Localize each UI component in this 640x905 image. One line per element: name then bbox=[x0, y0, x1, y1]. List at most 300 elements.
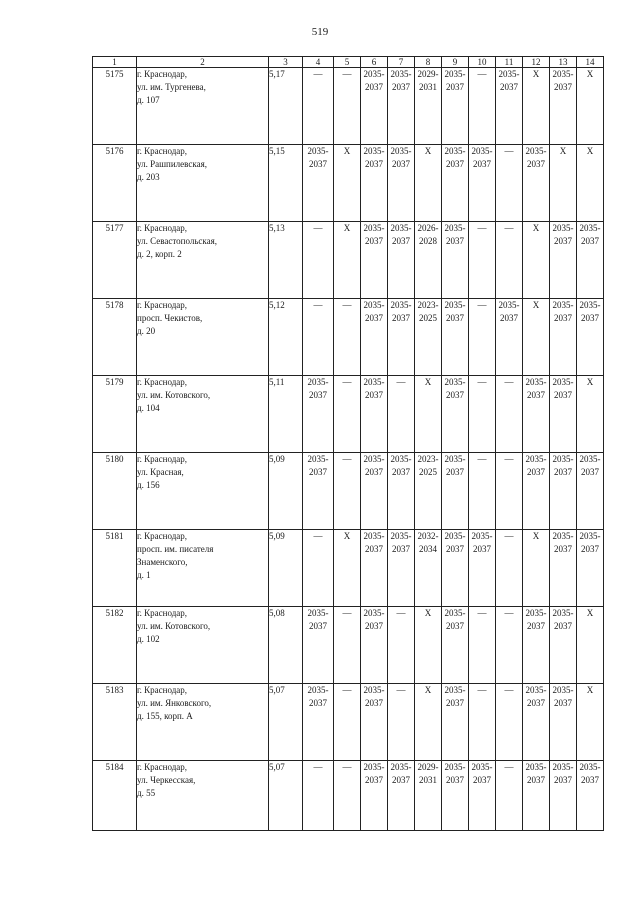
column-header: 5 bbox=[334, 57, 361, 68]
period-text: 2035- bbox=[579, 762, 601, 772]
area-cell: 5,07 bbox=[269, 684, 303, 761]
address-line: ул. Красная, bbox=[137, 467, 184, 477]
period-text: 2037 bbox=[446, 467, 464, 477]
period-text: 2035- bbox=[307, 377, 329, 387]
period-cell bbox=[523, 145, 550, 222]
period-text: 2035- bbox=[471, 531, 493, 541]
period-cell bbox=[577, 530, 604, 607]
period-text: 2037 bbox=[392, 775, 410, 785]
period-text: 2035- bbox=[552, 454, 574, 464]
period-cell bbox=[361, 299, 388, 376]
address-line: д. 2, корп. 2 bbox=[137, 249, 182, 259]
period-cell bbox=[415, 68, 442, 145]
period-text: 2035- bbox=[444, 685, 466, 695]
column-header: 13 bbox=[550, 57, 577, 68]
address-line: ул. им. Котовского, bbox=[137, 621, 211, 631]
period-text: 2037 bbox=[392, 159, 410, 169]
period-text: 2035- bbox=[552, 69, 574, 79]
period-cell bbox=[550, 145, 577, 222]
area-cell: 5,15 bbox=[269, 145, 303, 222]
period-text: — bbox=[504, 531, 514, 541]
period-text: — bbox=[477, 454, 487, 464]
period-text: 2035- bbox=[363, 300, 385, 310]
period-cell bbox=[469, 222, 496, 299]
period-cell bbox=[577, 145, 604, 222]
period-text: 2035- bbox=[579, 454, 601, 464]
period-cell bbox=[523, 453, 550, 530]
period-cell bbox=[388, 607, 415, 684]
period-cell bbox=[550, 684, 577, 761]
period-text: 2035- bbox=[498, 300, 520, 310]
period-cell bbox=[303, 761, 334, 831]
address-line: д. 55 bbox=[137, 788, 156, 798]
period-cell bbox=[550, 299, 577, 376]
area-cell: 5,12 bbox=[269, 299, 303, 376]
period-text: 2035- bbox=[552, 685, 574, 695]
period-text: 2025 bbox=[419, 467, 437, 477]
period-text: — bbox=[504, 454, 514, 464]
period-text: 2035- bbox=[390, 69, 412, 79]
table-row bbox=[93, 299, 604, 376]
period-text: Х bbox=[343, 531, 351, 541]
period-text: — bbox=[504, 762, 514, 772]
period-cell bbox=[442, 530, 469, 607]
period-cell bbox=[334, 299, 361, 376]
period-text: 2035- bbox=[444, 223, 466, 233]
period-cell bbox=[361, 761, 388, 831]
period-cell bbox=[577, 68, 604, 145]
period-text: 2037 bbox=[309, 621, 327, 631]
period-text: 2037 bbox=[554, 313, 572, 323]
address-line: ул. Черкесская, bbox=[137, 775, 196, 785]
period-text: 2037 bbox=[473, 775, 491, 785]
period-cell bbox=[442, 607, 469, 684]
row-number: 5182 bbox=[93, 607, 137, 684]
period-cell bbox=[496, 145, 523, 222]
address-cell bbox=[137, 530, 269, 607]
period-text: Х bbox=[343, 146, 351, 156]
period-cell bbox=[469, 376, 496, 453]
period-text: Х bbox=[559, 146, 567, 156]
period-cell bbox=[550, 68, 577, 145]
period-cell bbox=[415, 222, 442, 299]
period-text: Х bbox=[586, 377, 594, 387]
period-text: 2037 bbox=[446, 621, 464, 631]
column-header: 4 bbox=[303, 57, 334, 68]
period-cell bbox=[415, 607, 442, 684]
period-text: — bbox=[504, 685, 514, 695]
period-cell bbox=[523, 299, 550, 376]
period-cell bbox=[361, 684, 388, 761]
column-header: 8 bbox=[415, 57, 442, 68]
period-text: 2037 bbox=[581, 313, 599, 323]
period-cell bbox=[415, 761, 442, 831]
period-text: Х bbox=[532, 531, 540, 541]
period-cell bbox=[577, 607, 604, 684]
period-text: 2037 bbox=[581, 775, 599, 785]
period-text: 2035- bbox=[579, 300, 601, 310]
address-line: ул. им. Тургенева, bbox=[137, 82, 206, 92]
column-header: 3 bbox=[269, 57, 303, 68]
period-cell bbox=[334, 761, 361, 831]
period-text: 2037 bbox=[365, 698, 383, 708]
address-cell bbox=[137, 607, 269, 684]
period-cell bbox=[550, 761, 577, 831]
period-text: 2037 bbox=[365, 159, 383, 169]
period-text: 2035- bbox=[444, 300, 466, 310]
address-line: ул. им. Котовского, bbox=[137, 390, 211, 400]
period-cell bbox=[361, 607, 388, 684]
period-cell bbox=[496, 761, 523, 831]
period-text: 2035- bbox=[307, 608, 329, 618]
period-cell bbox=[303, 376, 334, 453]
period-cell bbox=[388, 530, 415, 607]
address-line: г. Краснодар, bbox=[137, 531, 188, 541]
address-line: г. Краснодар, bbox=[137, 685, 188, 695]
period-text: 2035- bbox=[471, 762, 493, 772]
period-text: 2035- bbox=[552, 608, 574, 618]
period-cell bbox=[415, 453, 442, 530]
period-text: — bbox=[396, 377, 406, 387]
period-cell bbox=[334, 222, 361, 299]
period-cell bbox=[523, 68, 550, 145]
period-text: 2037 bbox=[554, 621, 572, 631]
period-text: — bbox=[504, 377, 514, 387]
period-cell bbox=[523, 222, 550, 299]
period-text: 2035- bbox=[390, 223, 412, 233]
period-cell bbox=[496, 299, 523, 376]
period-text: 2037 bbox=[527, 621, 545, 631]
period-cell bbox=[334, 530, 361, 607]
period-cell bbox=[388, 453, 415, 530]
period-cell bbox=[388, 761, 415, 831]
period-text: 2037 bbox=[309, 390, 327, 400]
row-number: 5177 bbox=[93, 222, 137, 299]
period-text: 2035- bbox=[363, 377, 385, 387]
period-cell bbox=[469, 299, 496, 376]
period-text: 2034 bbox=[419, 544, 437, 554]
period-cell bbox=[496, 222, 523, 299]
period-text: — bbox=[504, 608, 514, 618]
address-cell bbox=[137, 299, 269, 376]
period-text: 2037 bbox=[392, 313, 410, 323]
period-text: 2035- bbox=[363, 223, 385, 233]
period-text: Х bbox=[586, 685, 594, 695]
table-row bbox=[93, 607, 604, 684]
period-text: 2037 bbox=[554, 698, 572, 708]
period-text: Х bbox=[586, 146, 594, 156]
period-cell bbox=[577, 684, 604, 761]
period-cell bbox=[361, 68, 388, 145]
period-text: 2035- bbox=[363, 69, 385, 79]
period-cell bbox=[469, 145, 496, 222]
column-header: 7 bbox=[388, 57, 415, 68]
period-text: 2029- bbox=[417, 69, 439, 79]
period-text: 2037 bbox=[554, 390, 572, 400]
period-text: 2023- bbox=[417, 454, 439, 464]
period-text: 2037 bbox=[446, 236, 464, 246]
period-text: 2037 bbox=[473, 159, 491, 169]
period-cell bbox=[388, 299, 415, 376]
area-cell: 5,17 bbox=[269, 68, 303, 145]
address-line: д. 102 bbox=[137, 634, 160, 644]
period-text: 2037 bbox=[365, 621, 383, 631]
period-cell bbox=[334, 68, 361, 145]
period-cell bbox=[523, 684, 550, 761]
row-number: 5183 bbox=[93, 684, 137, 761]
period-text: 2035- bbox=[552, 762, 574, 772]
period-cell bbox=[469, 530, 496, 607]
period-cell bbox=[442, 299, 469, 376]
period-cell bbox=[388, 376, 415, 453]
period-text: 2037 bbox=[365, 544, 383, 554]
period-text: — bbox=[342, 377, 352, 387]
period-text: 2035- bbox=[363, 146, 385, 156]
table-row bbox=[93, 453, 604, 530]
period-text: 2035- bbox=[498, 69, 520, 79]
period-text: 2035- bbox=[390, 300, 412, 310]
period-text: 2037 bbox=[309, 698, 327, 708]
period-cell bbox=[550, 453, 577, 530]
period-text: 2037 bbox=[392, 544, 410, 554]
period-text: 2035- bbox=[390, 454, 412, 464]
period-cell bbox=[442, 145, 469, 222]
period-text: 2037 bbox=[365, 467, 383, 477]
period-text: 2035- bbox=[525, 454, 547, 464]
column-header: 2 bbox=[137, 57, 269, 68]
period-cell bbox=[496, 376, 523, 453]
period-cell bbox=[334, 607, 361, 684]
period-cell bbox=[523, 376, 550, 453]
period-cell bbox=[361, 530, 388, 607]
page-number: 519 bbox=[311, 26, 329, 38]
address-line: ул. им. Янковского, bbox=[137, 698, 212, 708]
period-text: — bbox=[313, 762, 323, 772]
period-text: 2037 bbox=[500, 313, 518, 323]
address-line: г. Краснодар, bbox=[137, 223, 188, 233]
period-text: — bbox=[313, 531, 323, 541]
address-cell bbox=[137, 222, 269, 299]
period-cell bbox=[334, 684, 361, 761]
period-text: 2035- bbox=[444, 762, 466, 772]
period-text: 2037 bbox=[446, 82, 464, 92]
period-text: 2037 bbox=[527, 698, 545, 708]
period-cell bbox=[442, 376, 469, 453]
area-cell: 5,09 bbox=[269, 530, 303, 607]
period-text: Х bbox=[343, 223, 351, 233]
period-text: 2035- bbox=[525, 146, 547, 156]
period-cell bbox=[577, 222, 604, 299]
period-text: — bbox=[477, 685, 487, 695]
period-text: 2035- bbox=[363, 685, 385, 695]
row-number: 5180 bbox=[93, 453, 137, 530]
address-line: д. 156 bbox=[137, 480, 160, 490]
period-cell bbox=[496, 684, 523, 761]
period-cell bbox=[469, 453, 496, 530]
period-text: 2037 bbox=[365, 313, 383, 323]
period-text: Х bbox=[532, 69, 540, 79]
period-cell bbox=[361, 145, 388, 222]
period-text: 2035- bbox=[390, 762, 412, 772]
period-text: 2029- bbox=[417, 762, 439, 772]
period-text: 2037 bbox=[581, 236, 599, 246]
address-line: Знаменского, bbox=[137, 557, 188, 567]
period-text: — bbox=[313, 69, 323, 79]
address-line: ул. Рашпилевская, bbox=[137, 159, 207, 169]
period-text: 2037 bbox=[473, 544, 491, 554]
period-cell bbox=[469, 761, 496, 831]
address-cell bbox=[137, 376, 269, 453]
address-line: г. Краснодар, bbox=[137, 608, 188, 618]
period-text: 2035- bbox=[363, 762, 385, 772]
row-number: 5178 bbox=[93, 299, 137, 376]
row-number: 5184 bbox=[93, 761, 137, 831]
area-cell: 5,09 bbox=[269, 453, 303, 530]
period-text: Х bbox=[532, 223, 540, 233]
period-text: — bbox=[313, 223, 323, 233]
period-cell bbox=[415, 530, 442, 607]
column-header: 11 bbox=[496, 57, 523, 68]
column-header: 10 bbox=[469, 57, 496, 68]
address-cell bbox=[137, 68, 269, 145]
period-text: 2035- bbox=[525, 685, 547, 695]
period-text: — bbox=[342, 300, 352, 310]
period-text: 2031 bbox=[419, 775, 437, 785]
period-text: — bbox=[396, 685, 406, 695]
period-text: 2031 bbox=[419, 82, 437, 92]
period-text: 2035- bbox=[363, 608, 385, 618]
period-cell bbox=[303, 68, 334, 145]
period-cell bbox=[469, 684, 496, 761]
period-text: — bbox=[477, 377, 487, 387]
period-text: 2032- bbox=[417, 531, 439, 541]
period-text: — bbox=[342, 69, 352, 79]
period-cell bbox=[577, 453, 604, 530]
period-cell bbox=[469, 607, 496, 684]
period-cell bbox=[361, 453, 388, 530]
period-text: 2035- bbox=[444, 608, 466, 618]
period-text: 2037 bbox=[554, 467, 572, 477]
table-row bbox=[93, 376, 604, 453]
period-cell bbox=[442, 222, 469, 299]
period-text: 2037 bbox=[554, 236, 572, 246]
address-line: г. Краснодар, bbox=[137, 300, 188, 310]
period-text: 2037 bbox=[554, 775, 572, 785]
period-cell bbox=[550, 376, 577, 453]
period-cell bbox=[388, 145, 415, 222]
period-text: 2037 bbox=[500, 82, 518, 92]
address-line: г. Краснодар, bbox=[137, 454, 188, 464]
period-cell bbox=[496, 607, 523, 684]
period-text: 2037 bbox=[581, 544, 599, 554]
address-cell bbox=[137, 145, 269, 222]
period-cell bbox=[334, 376, 361, 453]
column-header: 1 bbox=[93, 57, 137, 68]
period-text: 2035- bbox=[525, 608, 547, 618]
period-text: — bbox=[504, 146, 514, 156]
period-cell bbox=[550, 607, 577, 684]
period-cell bbox=[303, 530, 334, 607]
period-text: — bbox=[313, 300, 323, 310]
period-text: 2037 bbox=[392, 467, 410, 477]
period-cell bbox=[523, 530, 550, 607]
period-text: — bbox=[342, 685, 352, 695]
period-cell bbox=[303, 222, 334, 299]
period-cell bbox=[361, 222, 388, 299]
period-text: — bbox=[342, 762, 352, 772]
period-text: Х bbox=[424, 685, 432, 695]
period-cell bbox=[303, 145, 334, 222]
period-cell bbox=[496, 453, 523, 530]
address-line: просп. Чекистов, bbox=[137, 313, 203, 323]
period-text: 2035- bbox=[471, 146, 493, 156]
period-cell bbox=[442, 453, 469, 530]
header-row bbox=[93, 57, 604, 68]
period-text: 2035- bbox=[363, 454, 385, 464]
period-text: 2037 bbox=[446, 390, 464, 400]
row-number: 5175 bbox=[93, 68, 137, 145]
period-cell bbox=[577, 299, 604, 376]
address-line: ул. Севастопольская, bbox=[137, 236, 218, 246]
period-text: Х bbox=[532, 300, 540, 310]
period-text: 2037 bbox=[365, 390, 383, 400]
period-cell bbox=[523, 761, 550, 831]
period-text: 2037 bbox=[554, 544, 572, 554]
address-line: д. 155, корп. А bbox=[137, 711, 193, 721]
period-text: 2035- bbox=[444, 69, 466, 79]
column-header: 12 bbox=[523, 57, 550, 68]
period-text: — bbox=[477, 300, 487, 310]
address-line: г. Краснодар, bbox=[137, 69, 188, 79]
period-text: 2035- bbox=[307, 146, 329, 156]
period-text: 2037 bbox=[392, 236, 410, 246]
period-text: 2037 bbox=[527, 775, 545, 785]
period-cell bbox=[361, 376, 388, 453]
period-text: 2026- bbox=[417, 223, 439, 233]
address-line: г. Краснодар, bbox=[137, 377, 188, 387]
period-cell bbox=[303, 299, 334, 376]
period-text: 2037 bbox=[527, 159, 545, 169]
period-text: — bbox=[342, 608, 352, 618]
period-text: 2035- bbox=[363, 531, 385, 541]
period-text: Х bbox=[586, 608, 594, 618]
table-row bbox=[93, 761, 604, 831]
period-text: 2035- bbox=[579, 223, 601, 233]
period-text: 2035- bbox=[552, 531, 574, 541]
period-cell bbox=[415, 145, 442, 222]
address-line: д. 20 bbox=[137, 326, 156, 336]
address-line: г. Краснодар, bbox=[137, 762, 188, 772]
period-text: 2037 bbox=[527, 390, 545, 400]
period-text: 2023- bbox=[417, 300, 439, 310]
column-header: 6 bbox=[361, 57, 388, 68]
area-cell: 5,08 bbox=[269, 607, 303, 684]
period-text: — bbox=[342, 454, 352, 464]
period-text: — bbox=[396, 608, 406, 618]
period-text: 2037 bbox=[446, 775, 464, 785]
address-cell bbox=[137, 684, 269, 761]
period-cell bbox=[496, 530, 523, 607]
period-cell bbox=[415, 684, 442, 761]
period-text: 2037 bbox=[446, 313, 464, 323]
area-cell: 5,11 bbox=[269, 376, 303, 453]
period-text: 2037 bbox=[446, 159, 464, 169]
period-cell bbox=[388, 68, 415, 145]
address-line: д. 203 bbox=[137, 172, 160, 182]
period-text: 2037 bbox=[365, 236, 383, 246]
table-row bbox=[93, 145, 604, 222]
period-text: 2035- bbox=[552, 377, 574, 387]
